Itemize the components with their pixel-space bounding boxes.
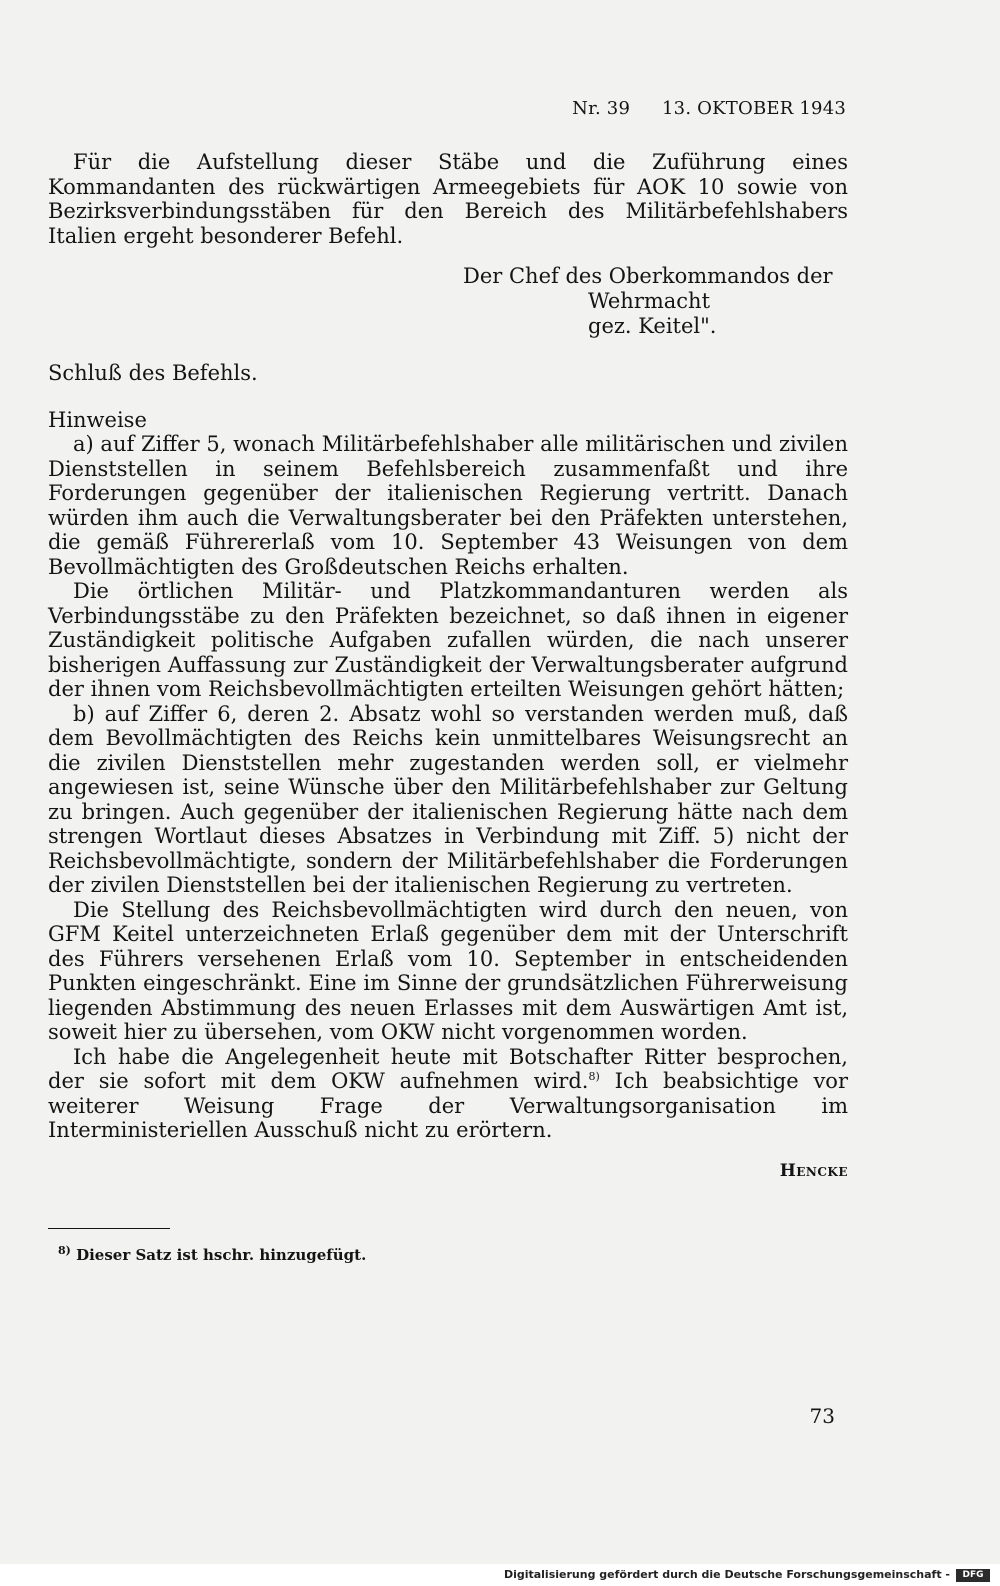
signature-line-2: Wehrmacht (588, 289, 711, 313)
signature-line-1: Der Chef des Oberkommandos der (463, 264, 833, 288)
footnote-rule (48, 1228, 170, 1229)
signer-name: Hencke (779, 1160, 848, 1181)
note-b: b) auf Ziffer 6, deren 2. Absatz wohl so verstanden werden muß, daß dem Bevollmächtigten des Reichs kein unmittelbares Weisungsrecht an die zivilen Dienststellen mehr zugestanden werden soll, er vielmehr angewiesen ist, seine Wünsche über den Militärbefehlshaber zur Geltung zu bringen. Auch gegenüber der italienischen Regierung hätte nach dem strengen Wortlaut dieses Absatzes in Verbindung mit Ziff. 5) nicht der Reichsbevollmächtigte, sondern der Militärbefehlshaber die Forderungen der zivilen Dienststellen bei der italienischen Regierung zu vertreten. (48, 701, 848, 897)
footer-bar (0, 1564, 1000, 1586)
intro-paragraph: Für die Aufstellung dieser Stäbe und die Zuführung eines Kommandanten des rückwärtigen Armeegebiets für AOK 10 sowie von Bezirksverbindungsstäben für den Bereich des Militärbefehlshabers Italien ergeht besonderer Befehl. (48, 150, 848, 248)
note-a-continued: Die örtlichen Militär- und Platzkommandanturen werden als Verbindungsstäbe zu den Präfekten bezeichnet, so daß ihnen in eigener Zuständigkeit politische Aufgaben zufallen würden, die nach unserer bisherigen Auffassung zur Zuständigkeit der Verwaltungsberater aufgrund der ihnen vom Reichsbevollmächtigten erteilten Weisungen gehört hätten; (48, 579, 848, 701)
note-d-part-1: Ich habe die Angelegenheit heute mit Botschafter Ritter besprochen, der sie sofort mit dem OKW aufnehmen wird. (48, 1044, 848, 1093)
note-c: Die Stellung des Reichsbevollmächtigten wird durch den neuen, von GFM Keitel unterzeichneten Erlaß gegenüber dem mit der Unterschrift des Führers versehenen Erlaß vom 10. September in entscheidenden Punkten eingeschränkt. Eine im Sinne der grundsätzlichen Führerweisung liegenden Abstimmung des neuen Erlasses mit dem Auswärtigen Amt ist, soweit hier zu übersehen, vom OKW nicht vorgenommen worden. (48, 897, 848, 1044)
document-number: Nr. 39 (572, 98, 631, 119)
footnote (58, 1246, 366, 1264)
note-d-part-2: Ich beabsichtige vor weiterer Weisung Frage der Verwaltungsorganisation im Interministeriellen Ausschuß nicht zu erörtern. (48, 1069, 848, 1142)
footer-credit: Digitalisierung gefördert durch die Deutsche Forschungsgemeinschaft - (503, 1568, 950, 1581)
page-number: 73 (809, 1404, 835, 1428)
signature-line-3: gez. Keitel". (588, 314, 717, 338)
signature-block (48, 264, 848, 339)
footnote-marker: 8) (58, 1244, 71, 1257)
body-text (48, 150, 848, 1183)
footnote-text: Dieser Satz ist hschr. hinzugefügt. (76, 1246, 367, 1264)
document-date: 13. OKTOBER 1943 (662, 98, 846, 119)
note-a: a) auf Ziffer 5, wonach Militärbefehlshaber alle militärischen und zivilen Dienststellen in seinem Befehlsbereich zusammenfaßt und ihre Forderungen gegenüber der italienischen Regierung vertritt. Danach würden ihm auch die Verwaltungsberater bei den Präfekten unterstehen, die gemäß Führererlaß vom 10. September 43 Weisungen von dem Bevollmächtigten des Großdeutschen Reichs erhalten. (48, 432, 848, 579)
dfg-logo-icon: DFG (956, 1569, 990, 1582)
page-header (572, 98, 846, 119)
footnote-reference: 8) (588, 1070, 600, 1083)
note-d (48, 1045, 848, 1143)
notes-heading: Hinweise (48, 407, 147, 432)
closing-line: Schluß des Befehls. (48, 361, 258, 385)
